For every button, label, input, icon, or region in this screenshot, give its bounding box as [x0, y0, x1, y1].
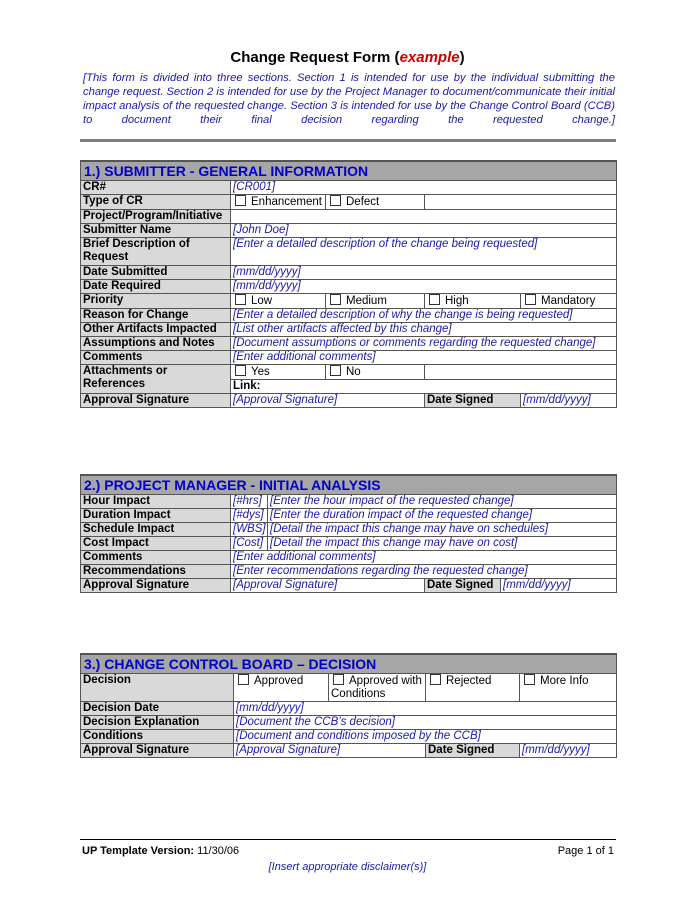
checkbox-icon[interactable]	[333, 674, 344, 685]
schedule-unit-field[interactable]: [WBS]	[231, 523, 268, 537]
pm-date-signed-label: Date Signed	[425, 579, 501, 593]
section-3-table	[80, 653, 617, 758]
attach-no-option[interactable]: No	[326, 365, 425, 380]
pm-comments-label: Comments	[81, 551, 231, 565]
checkbox-icon[interactable]	[238, 674, 249, 685]
date-required-label: Date Required	[81, 280, 231, 294]
checkbox-icon[interactable]	[330, 365, 341, 376]
project-label: Project/Program/Initiative	[81, 210, 231, 224]
priority-medium-option[interactable]: Medium	[326, 294, 425, 309]
schedule-impact-field[interactable]: [Detail the impact this change may have on schedules]	[268, 523, 617, 537]
priority-low-option[interactable]: Low	[231, 294, 326, 309]
ccb-date-signed-field[interactable]: [mm/dd/yyyy]	[520, 744, 617, 758]
conditions-label: Conditions	[81, 730, 234, 744]
date-signed-label: Date Signed	[425, 394, 521, 408]
pm-approval-field[interactable]: [Approval Signature]	[231, 579, 425, 593]
checkbox-icon[interactable]	[430, 674, 441, 685]
pm-approval-label: Approval Signature	[81, 579, 231, 593]
hour-impact-field[interactable]: [Enter the hour impact of the requested change]	[268, 495, 617, 509]
checkbox-icon[interactable]	[524, 674, 535, 685]
section-1-table	[80, 160, 617, 408]
link-field[interactable]: Link:	[231, 380, 617, 394]
artifacts-field[interactable]: [List other artifacts affected by this change]	[231, 323, 617, 337]
priority-mandatory-option[interactable]: Mandatory	[521, 294, 617, 309]
conditions-field[interactable]: [Document and conditions imposed by the CCB]	[234, 730, 617, 744]
checkbox-icon[interactable]	[525, 294, 536, 305]
section-1-header: 1.) SUBMITTER - GENERAL INFORMATION	[81, 161, 617, 181]
ccb-date-signed-label: Date Signed	[426, 744, 520, 758]
type-empty	[425, 195, 617, 210]
ccb-approval-field[interactable]: [Approval Signature]	[234, 744, 426, 758]
checkbox-icon[interactable]	[429, 294, 440, 305]
artifacts-label: Other Artifacts Impacted	[81, 323, 231, 337]
approval-field[interactable]: [Approval Signature]	[231, 394, 425, 408]
decision-explanation-label: Decision Explanation	[81, 716, 234, 730]
assumptions-field[interactable]: [Document assumptions or comments regarding the requested change]	[231, 337, 617, 351]
brief-field[interactable]: [Enter a detailed description of the change being requested]	[231, 238, 617, 266]
page-title: Change Request Form (example)	[230, 49, 465, 66]
approval-label: Approval Signature	[81, 394, 231, 408]
type-enhancement-option[interactable]: Enhancement	[231, 195, 326, 210]
decision-rejected-option[interactable]: Rejected	[426, 674, 520, 702]
cr-label: CR#	[81, 181, 231, 195]
decision-date-field[interactable]: [mm/dd/yyyy]	[234, 702, 617, 716]
comments-label: Comments	[81, 351, 231, 365]
cr-field[interactable]: [CR001]	[231, 181, 617, 195]
duration-impact-label: Duration Impact	[81, 509, 231, 523]
hour-impact-label: Hour Impact	[81, 495, 231, 509]
divider	[80, 139, 616, 142]
title-example: example	[399, 49, 460, 66]
decision-more-info-option[interactable]: More Info	[520, 674, 617, 702]
section-2-table	[80, 474, 617, 593]
reason-label: Reason for Change	[81, 309, 231, 323]
ccb-approval-label: Approval Signature	[81, 744, 234, 758]
date-submitted-label: Date Submitted	[81, 266, 231, 280]
brief-label: Brief Description of Request	[81, 238, 231, 266]
decision-date-label: Decision Date	[81, 702, 234, 716]
attach-empty	[425, 365, 617, 380]
submitter-label: Submitter Name	[81, 224, 231, 238]
assumptions-label: Assumptions and Notes	[81, 337, 231, 351]
submitter-field[interactable]: [John Doe]	[231, 224, 617, 238]
project-field[interactable]	[231, 210, 617, 224]
priority-high-option[interactable]: High	[425, 294, 521, 309]
priority-label: Priority	[81, 294, 231, 309]
template-version: UP Template Version: 11/30/06	[82, 845, 240, 857]
cost-unit-field[interactable]: [Cost]	[231, 537, 268, 551]
schedule-impact-label: Schedule Impact	[81, 523, 231, 537]
comments-field[interactable]: [Enter additional comments]	[231, 351, 617, 365]
checkbox-icon[interactable]	[235, 195, 246, 206]
type-label: Type of CR	[81, 195, 231, 210]
date-submitted-field[interactable]: [mm/dd/yyyy]	[231, 266, 617, 280]
decision-label: Decision	[81, 674, 234, 702]
section-2-header: 2.) PROJECT MANAGER - INITIAL ANALYSIS	[81, 475, 617, 495]
pm-date-signed-field[interactable]: [mm/dd/yyyy]	[501, 579, 617, 593]
disclaimer: [Insert appropriate disclaimer(s)]	[268, 861, 427, 873]
checkbox-icon[interactable]	[235, 294, 246, 305]
attachments-label: Attachments or References	[81, 365, 231, 394]
pm-comments-field[interactable]: [Enter additional comments]	[231, 551, 617, 565]
duration-impact-field[interactable]: [Enter the duration impact of the requested change]	[268, 509, 617, 523]
intro-text: [This form is divided into three sections. Section 1 is intended for use by the individual submitting the change request. Section 2 is intended for use by the Project Manager to document/communicate their initial impact analysis of the requested change. Section 3 is intended for use by the Change Control Board (CCB) to document their final decision regarding the requested change.]	[83, 72, 615, 126]
attach-yes-option[interactable]: Yes	[231, 365, 326, 380]
decision-approved-conditions-option[interactable]: Approved with Conditions	[329, 674, 426, 702]
checkbox-icon[interactable]	[235, 365, 246, 376]
cost-impact-label: Cost Impact	[81, 537, 231, 551]
checkbox-icon[interactable]	[330, 294, 341, 305]
recommendations-label: Recommendations	[81, 565, 231, 579]
page-number: Page 1 of 1	[557, 845, 614, 857]
date-required-field[interactable]: [mm/dd/yyyy]	[231, 280, 617, 294]
cost-impact-field[interactable]: [Detail the impact this change may have on cost]	[268, 537, 617, 551]
decision-approved-option[interactable]: Approved	[234, 674, 329, 702]
reason-field[interactable]: [Enter a detailed description of why the change is being requested]	[231, 309, 617, 323]
recommendations-field[interactable]: [Enter recommendations regarding the requested change]	[231, 565, 617, 579]
type-defect-option[interactable]: Defect	[326, 195, 425, 210]
date-signed-field[interactable]: [mm/dd/yyyy]	[521, 394, 617, 408]
checkbox-icon[interactable]	[330, 195, 341, 206]
section-3-header: 3.) CHANGE CONTROL BOARD – DECISION	[81, 654, 617, 674]
duration-unit-field[interactable]: [#dys]	[231, 509, 268, 523]
hour-unit-field[interactable]: [#hrs]	[231, 495, 268, 509]
decision-explanation-field[interactable]: [Document the CCB’s decision]	[234, 716, 617, 730]
footer-divider	[80, 839, 616, 840]
